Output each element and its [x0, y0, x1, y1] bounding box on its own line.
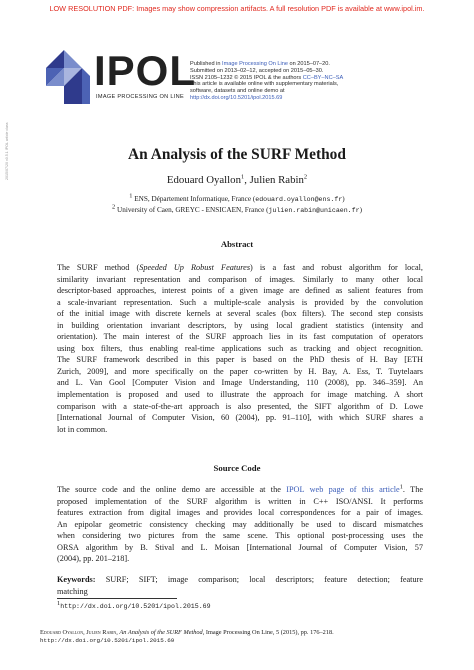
abstract-line: descriptor-based approaches, interest points of a given image are defined as salient features from — [57, 286, 423, 296]
abstract-heading: Abstract — [220, 239, 254, 249]
article-doi-link[interactable]: http://dx.doi.org/10.5201/ipol.2015.69 — [190, 94, 283, 101]
availability-line: This article is available online with supplementary materials, — [190, 81, 339, 88]
source-code-line: An epipolar geometric consistency checking may additionally be used to discard mismatches — [57, 519, 423, 529]
keywords-label: Keywords: — [57, 575, 96, 584]
submitted-line: Submitted on 2013–02–12, accepted on 2015–05–30. — [190, 67, 324, 74]
affiliation-mark: 2 — [112, 203, 116, 211]
source-code-line: when considering two pictures from the same scene. This optional post-processing uses the — [57, 531, 423, 541]
affiliation-close: ) — [342, 195, 345, 203]
published-date: on 2015–07–20. — [287, 61, 330, 67]
abstract-line: using box filters, thus enabling real-time applications such as tracking and object recognition. — [57, 343, 423, 353]
publication-info — [190, 61, 450, 102]
abstract-line: implementation is proposed and used to illustrate the approach for image matching. A short — [57, 390, 423, 400]
source-code-text: . The — [402, 485, 423, 494]
issn-line — [190, 75, 450, 82]
affiliation-text: University of Caen, GREYC - ENSICAEN, France ( — [115, 206, 269, 214]
issn-text: ISSN 2105–1232 © 2015 IPOL & the authors — [190, 74, 303, 81]
source-code-body — [57, 484, 423, 565]
affiliation-line — [0, 192, 474, 203]
footnote-url[interactable]: http://dx.doi.org/10.5201/ipol.2015.69 — [60, 603, 211, 610]
abstract-line: lot in common. — [57, 424, 108, 434]
source-code-line: features extraction from digital images and provides local correspondences for a pair of images. — [57, 508, 423, 518]
author-name: Edouard Oyallon — [166, 174, 241, 186]
keywords-text: SURF; SIFT; image comparison; local descriptors; feature detection; feature — [95, 575, 423, 584]
citation-authors: Edouard Oyallon, Julien Rabin — [40, 629, 117, 636]
logo-facet — [82, 68, 90, 104]
abstract-line: The SURF framework described in this paper is based on the PhD thesis of H. Bay [ETH — [57, 355, 423, 365]
class-version-text: 2015/07/20 v0.5.1 IPOL article class — [5, 122, 9, 180]
low-resolution-banner[interactable]: LOW RESOLUTION PDF: Images may show compression artifacts. A full resolution PDF is available at www.ipol.im. — [49, 4, 425, 13]
author-email[interactable]: julien.rabin@unicaen.fr — [268, 207, 360, 214]
logo-wordmark: IPOL — [94, 47, 197, 94]
logo-subtitle: IMAGE PROCESSING ON LINE — [96, 94, 185, 100]
author-list — [0, 174, 474, 186]
journal-link[interactable]: Image Processing On Line — [222, 61, 288, 67]
ipol-logo-mark — [44, 46, 94, 106]
abstract-line: and L. Van Gool [Computer Vision and Image Understanding, 110 (2008), pp. 346–359]. An — [57, 378, 423, 388]
abstract-emphasis: Speeded Up Robust Features — [139, 263, 251, 272]
source-code-heading: Source Code — [213, 463, 261, 473]
citation-title: An Analysis of the SURF Method — [119, 629, 203, 636]
source-code-line: ORSA algorithm by B. Stival and L. Moisan [International Journal of Computer Vision, 57 — [57, 542, 423, 552]
abstract-line: [International Journal of Computer Vision, 60 (2004), pp. 91–110], with which SURF shares a — [57, 413, 423, 423]
published-line — [190, 61, 450, 68]
footnote-mark: 1 — [399, 484, 403, 491]
abstract-line: comparison with a state-of-the-art approach is also presented, the SIFT algorithm of D. Lowe — [57, 401, 423, 411]
footnote-number: 1 — [57, 599, 61, 607]
affiliation-line — [0, 203, 474, 214]
author-name: Julien Rabin — [249, 174, 304, 186]
abstract-line: similarity invariant representation and comparison of images. Similarly to many other local — [57, 274, 423, 284]
affiliation-text: ENS, Département Informatique, France ( — [132, 195, 256, 203]
ipol-logo[interactable] — [44, 46, 197, 112]
abstract-line: in building orientation invariant descriptors, by using local gradient statistics (intensity and — [57, 320, 423, 330]
citation-doi-link[interactable]: http://dx.doi.org/10.5201/ipol.2015.69 — [40, 637, 175, 645]
author-affiliation-mark: 2 — [303, 173, 308, 181]
citation-footer — [40, 629, 434, 645]
keywords-block — [57, 574, 423, 597]
abstract-line: a scale-invariant representation. Such a multiple-scale analysis is provided by the convolution — [57, 297, 423, 307]
abstract-text: The SURF method ( — [57, 263, 140, 272]
source-code-text: The source code and the online demo are accessible at the — [57, 485, 287, 494]
keywords-line: matching — [57, 586, 88, 596]
author-email[interactable]: edouard.oyallon@ens.fr — [255, 196, 343, 203]
keywords-line — [57, 574, 423, 586]
logo-facet — [46, 50, 64, 68]
abstract-line: orientation). The main interest of the SURF approach lies in its fast computation of operators — [57, 332, 423, 342]
ipol-webpage-link[interactable]: IPOL web page of this article — [286, 485, 400, 494]
source-code-line: (2004), pp. 201–218]. — [57, 554, 130, 564]
supplementary-line: software, datasets and online demo at — [190, 88, 285, 95]
abstract-line — [57, 262, 423, 274]
citation-separator: , — [116, 629, 120, 636]
source-code-line — [57, 484, 423, 496]
citation-details: , Image Processing On Line, 5 (2015), pp. 176–218. — [202, 629, 334, 636]
author-separator: , — [244, 174, 250, 186]
author-affiliation-mark: 1 — [240, 173, 245, 181]
published-prefix: Published in — [190, 61, 223, 67]
citation-line — [40, 629, 434, 637]
affiliation-close: ) — [359, 206, 362, 214]
abstract-body — [57, 262, 423, 435]
abstract-line: Zurich, 2009], and more specifically on the paper co-written by H. Bay, A. Ess, T. Tuytelaars — [57, 366, 423, 376]
footnote — [57, 599, 211, 610]
abstract-line: of the initial image with discrete kernels at several scales (box filters). The second step consists — [57, 309, 423, 319]
paper-title: An Analysis of the SURF Method — [128, 146, 346, 163]
affiliation-mark: 1 — [129, 192, 133, 200]
logo-facet — [64, 50, 82, 68]
source-code-line: proposed implementation of the SURF algorithm is written in C++ ISO/ANSI. It performs — [57, 496, 423, 506]
license-link[interactable]: CC–BY–NC–SA — [302, 74, 344, 81]
footnote-rule — [57, 598, 177, 599]
abstract-text: ) is a fast and robust algorithm for local, — [250, 263, 423, 272]
